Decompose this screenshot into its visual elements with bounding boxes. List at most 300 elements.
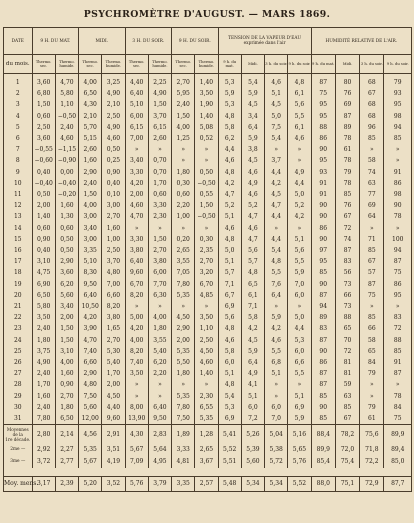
value-cell: 0,60 — [55, 223, 78, 234]
value-cell: 3,70 — [102, 256, 125, 267]
value-cell: 4,40 — [102, 402, 125, 413]
value-cell: 4,60 — [195, 357, 218, 368]
value-cell: 5,4 — [265, 133, 288, 144]
value-cell: 5,00 — [125, 312, 148, 323]
table-row — [4, 155, 412, 166]
value-cell: 9,60 — [125, 267, 148, 278]
value-cell: » — [288, 301, 311, 312]
value-cell: 7,00 — [102, 279, 125, 290]
value-cell: 78 — [335, 133, 359, 144]
value-cell: 5,0 — [288, 189, 311, 200]
value-cell: 4,6 — [265, 335, 288, 346]
value-cell: 4,9 — [241, 178, 264, 189]
value-cell: » — [360, 301, 384, 312]
moyenne-value-cell: 3,52 — [102, 477, 125, 492]
header-group-humidite: HUMIDITÉ RELATIVE DE L'AIR. — [311, 28, 411, 55]
value-cell: 0,20 — [172, 234, 195, 245]
value-cell: 80 — [335, 74, 359, 89]
value-cell: 4,00 — [55, 357, 78, 368]
value-cell: 6,0 — [241, 402, 264, 413]
value-cell: 2,40 — [172, 99, 195, 110]
table-row — [4, 256, 412, 267]
value-cell: 93 — [311, 167, 335, 178]
value-cell: » — [384, 301, 412, 312]
value-cell: 6,60 — [102, 290, 125, 301]
value-cell: 2,40 — [55, 122, 78, 133]
value-cell: 87 — [384, 368, 412, 379]
value-cell: 4,00 — [79, 74, 102, 89]
value-cell: 1,50 — [148, 99, 171, 110]
table-body — [4, 74, 412, 425]
value-cell: 9,50 — [79, 279, 102, 290]
day-cell: 23 — [4, 323, 33, 334]
value-cell: » — [195, 379, 218, 390]
value-cell: 84 — [384, 402, 412, 413]
value-cell: 4,2 — [288, 211, 311, 222]
value-cell: 7,05 — [172, 267, 195, 278]
moyenne-value-cell: 2,83 — [148, 425, 171, 445]
moyenne-value-cell: 85,4 — [311, 456, 335, 468]
value-cell: 6,40 — [125, 88, 148, 99]
value-cell: 79 — [360, 402, 384, 413]
value-cell: 6,80 — [32, 88, 55, 99]
moyenne-value-cell: 2,57 — [195, 477, 218, 492]
value-cell: 5,80 — [32, 301, 55, 312]
value-cell: 1,70 — [148, 178, 171, 189]
value-cell: 5,5 — [288, 256, 311, 267]
value-cell: 4,7 — [218, 189, 241, 200]
value-cell: 90 — [311, 346, 335, 357]
value-cell: 6,1 — [288, 88, 311, 99]
value-cell: 6,0 — [218, 357, 241, 368]
value-cell: 6,30 — [148, 290, 171, 301]
value-cell: 4,5 — [241, 99, 264, 110]
value-cell: 6,15 — [148, 122, 171, 133]
value-cell: 7,80 — [172, 402, 195, 413]
value-cell: 6,1 — [241, 290, 264, 301]
value-cell: 5,9 — [241, 88, 264, 99]
moyenne-value-cell: 5,39 — [241, 444, 264, 456]
value-cell: 4,70 — [55, 74, 78, 89]
spacer-row — [4, 468, 412, 477]
value-cell: 7,2 — [241, 413, 264, 425]
value-cell: 4,00 — [125, 335, 148, 346]
subheader: 9 h. du mat. — [218, 55, 241, 74]
value-cell: 3,25 — [102, 74, 125, 89]
subheader: 9 h. du mat. — [311, 55, 335, 74]
value-cell: 1,50 — [148, 234, 171, 245]
value-cell: 3,30 — [125, 234, 148, 245]
value-cell: 7,5 — [265, 122, 288, 133]
subheader: 9 h. du soir. — [384, 55, 412, 74]
value-cell: 74 — [360, 167, 384, 178]
value-cell: 2,10 — [102, 99, 125, 110]
moyenne-mensuelle-row — [4, 477, 412, 492]
value-cell: 67 — [335, 211, 359, 222]
day-cell: 8 — [4, 155, 33, 166]
subheader: 3 h. du soir. — [265, 55, 288, 74]
value-cell: 7,70 — [148, 279, 171, 290]
value-cell: 4,9 — [288, 167, 311, 178]
day-cell: 16 — [4, 245, 33, 256]
value-cell: 1,40 — [32, 211, 55, 222]
value-cell: 5,1 — [288, 391, 311, 402]
value-cell: 3,00 — [102, 200, 125, 211]
value-cell: 87 — [335, 111, 359, 122]
value-cell: 4,5 — [241, 155, 264, 166]
value-cell: 3,00 — [79, 234, 102, 245]
value-cell: » — [265, 379, 288, 390]
value-cell: 87 — [311, 290, 335, 301]
value-cell: » — [360, 223, 384, 234]
moyenne-value-cell: 88,0 — [311, 477, 335, 492]
value-cell: 2,70 — [148, 245, 171, 256]
header-group-3h-soir: 3 H. DU SOIR. — [125, 28, 172, 55]
value-cell: 4,8 — [265, 256, 288, 267]
value-cell: 6,0 — [265, 402, 288, 413]
moyenne-value-cell: 5,67 — [79, 456, 102, 468]
value-cell: 63 — [360, 178, 384, 189]
value-cell: 6,6 — [288, 357, 311, 368]
value-cell: 6,20 — [148, 357, 171, 368]
value-cell: 3,80 — [102, 312, 125, 323]
value-cell: 85 — [360, 312, 384, 323]
value-cell: 85 — [360, 245, 384, 256]
value-cell: 3,90 — [79, 323, 102, 334]
value-cell: 2,40 — [32, 323, 55, 334]
table-row — [4, 346, 412, 357]
value-cell: 72 — [384, 323, 412, 334]
value-cell: 7,80 — [32, 413, 55, 425]
value-cell: » — [172, 144, 195, 155]
value-cell: 5,9 — [288, 413, 311, 425]
value-cell: 85 — [335, 402, 359, 413]
value-cell: 3,00 — [79, 211, 102, 222]
value-cell: 83 — [311, 323, 335, 334]
moyenne-value-cell: 5,52 — [218, 444, 241, 456]
value-cell: 1,80 — [172, 368, 195, 379]
day-cell: 24 — [4, 335, 33, 346]
value-cell: 3,8 — [241, 144, 264, 155]
value-cell: −0,55 — [32, 144, 55, 155]
value-cell: 0,40 — [102, 178, 125, 189]
value-cell: 67 — [360, 256, 384, 267]
value-cell: » — [384, 223, 412, 234]
value-cell: 78 — [384, 391, 412, 402]
value-cell: 0,60 — [32, 223, 55, 234]
value-cell: 6,70 — [125, 279, 148, 290]
value-cell: 4,2 — [265, 178, 288, 189]
value-cell: 87 — [311, 74, 335, 89]
value-cell: 13,90 — [125, 413, 148, 425]
moyenne-value-cell: 5,35 — [79, 444, 102, 456]
moyenne-value-cell: 4,95 — [148, 456, 171, 468]
day-cell: 31 — [4, 413, 33, 425]
value-cell: 4,6 — [218, 155, 241, 166]
value-cell: 6,50 — [32, 290, 55, 301]
day-cell: 7 — [4, 144, 33, 155]
value-cell: 4,60 — [125, 200, 148, 211]
value-cell: 0,30 — [195, 234, 218, 245]
value-cell: 5,35 — [195, 413, 218, 425]
value-cell: 5,0 — [218, 245, 241, 256]
table-row — [4, 301, 412, 312]
value-cell: 7,00 — [125, 133, 148, 144]
value-cell: 0,60 — [172, 189, 195, 200]
value-cell: » — [148, 301, 171, 312]
value-cell: 1,90 — [195, 99, 218, 110]
value-cell: 91 — [384, 167, 412, 178]
value-cell: 5,1 — [288, 234, 311, 245]
moyenne-value-cell: 2,27 — [55, 444, 78, 456]
value-cell: 87 — [384, 256, 412, 267]
moyenne-value-cell: 5,34 — [241, 477, 264, 492]
value-cell: 5,30 — [102, 346, 125, 357]
value-cell: 85 — [360, 133, 384, 144]
value-cell: 2,00 — [55, 312, 78, 323]
table-row — [4, 133, 412, 144]
value-cell: 84 — [360, 357, 384, 368]
table-row — [4, 267, 412, 278]
value-cell: 98 — [384, 189, 412, 200]
value-cell: −0,60 — [32, 155, 55, 166]
value-cell: 66 — [360, 323, 384, 334]
moyenne-value-cell: 72,9 — [360, 477, 384, 492]
value-cell: 96 — [360, 122, 384, 133]
value-cell: 4,4 — [288, 178, 311, 189]
value-cell: 95 — [311, 256, 335, 267]
day-cell: 1 — [4, 74, 33, 89]
value-cell: 1,10 — [195, 323, 218, 334]
value-cell: 100 — [384, 234, 412, 245]
subheader: Thermo. humide. — [102, 55, 125, 74]
value-cell: 6,9 — [218, 301, 241, 312]
value-cell: 2,30 — [148, 211, 171, 222]
value-cell: 1,00 — [102, 234, 125, 245]
value-cell: 2,90 — [79, 167, 102, 178]
subheader: Thermo. sec. — [79, 55, 102, 74]
value-cell: 7,50 — [79, 391, 102, 402]
value-cell: 95 — [311, 99, 335, 110]
value-cell: 1,30 — [55, 211, 78, 222]
value-cell: 6,40 — [125, 256, 148, 267]
moyenne-value-cell: 71,8 — [360, 444, 384, 456]
value-cell: 5,70 — [79, 122, 102, 133]
table-row — [4, 144, 412, 155]
value-cell: » — [125, 144, 148, 155]
value-cell: 6,20 — [55, 279, 78, 290]
value-cell: 2,40 — [32, 368, 55, 379]
value-cell: 5,5 — [288, 368, 311, 379]
value-cell: −0,40 — [55, 178, 78, 189]
value-cell: 79 — [384, 74, 412, 89]
table-row — [4, 88, 412, 99]
value-cell: 4,70 — [125, 211, 148, 222]
value-cell: » — [148, 379, 171, 390]
value-cell: 2,35 — [195, 245, 218, 256]
header-date: DATE — [4, 28, 33, 55]
value-cell: −0,90 — [55, 155, 78, 166]
value-cell: 3,10 — [55, 346, 78, 357]
moyenne-label-d2: 2me — — [4, 444, 33, 456]
table-row — [4, 379, 412, 390]
value-cell: 4,8 — [218, 111, 241, 122]
value-cell: 4,00 — [172, 122, 195, 133]
value-cell: 5,6 — [218, 312, 241, 323]
value-cell: 2,00 — [102, 379, 125, 390]
value-cell: 4,80 — [79, 379, 102, 390]
header-row-sub — [4, 55, 412, 74]
value-cell: 7,40 — [125, 357, 148, 368]
value-cell: 2,90 — [55, 256, 78, 267]
value-cell: 3,40 — [125, 155, 148, 166]
table-row — [4, 290, 412, 301]
value-cell: 1,50 — [55, 335, 78, 346]
value-cell: 4,6 — [288, 133, 311, 144]
value-cell: 1,60 — [102, 223, 125, 234]
moyenne-value-cell: 2,14 — [55, 425, 78, 445]
value-cell: 0,00 — [55, 167, 78, 178]
moyenne-value-cell: 1,89 — [172, 425, 195, 445]
value-cell: 4,90 — [102, 88, 125, 99]
subheader: 9 h. du soir. — [288, 55, 311, 74]
value-cell: 1,70 — [32, 379, 55, 390]
value-cell: 72 — [335, 223, 359, 234]
psychrometer-table — [3, 27, 412, 492]
value-cell: 79 — [335, 167, 359, 178]
value-cell: 10,50 — [79, 301, 102, 312]
value-cell: 3,50 — [195, 88, 218, 99]
value-cell: 61 — [360, 413, 384, 425]
day-cell: 22 — [4, 312, 33, 323]
value-cell: 83 — [384, 312, 412, 323]
moyenne-label-line2: de la — [12, 432, 23, 438]
value-cell: 4,4 — [265, 234, 288, 245]
subheader: Thermo. sec. — [172, 55, 195, 74]
value-cell: 1,50 — [55, 323, 78, 334]
value-cell: 2,70 — [102, 335, 125, 346]
value-cell: 94 — [384, 122, 412, 133]
subheader: Thermo. humide. — [55, 55, 78, 74]
value-cell: 4,90 — [102, 122, 125, 133]
value-cell: 3,60 — [55, 267, 78, 278]
value-cell: 5,6 — [288, 99, 311, 110]
value-cell: 95 — [311, 155, 335, 166]
value-cell: 2,00 — [172, 335, 195, 346]
value-cell: 7,80 — [172, 279, 195, 290]
value-cell: 90 — [384, 200, 412, 211]
value-cell: 5,7 — [241, 256, 264, 267]
value-cell: 5,15 — [79, 133, 102, 144]
value-cell: 4,30 — [79, 99, 102, 110]
moyenne-label-d3: 3me — — [4, 456, 33, 468]
value-cell: 7,6 — [265, 279, 288, 290]
moyenne-value-cell: 5,76 — [125, 477, 148, 492]
value-cell: 6,00 — [148, 267, 171, 278]
value-cell: 4,7 — [241, 211, 264, 222]
value-cell: 85 — [311, 267, 335, 278]
moyenne-value-cell: 5,16 — [288, 425, 311, 445]
value-cell: 2,50 — [102, 245, 125, 256]
value-cell: 5,1 — [218, 368, 241, 379]
moyenne-value-cell: 5,38 — [265, 444, 288, 456]
value-cell: 3,70 — [148, 111, 171, 122]
value-cell: 0,90 — [32, 234, 55, 245]
value-cell: 1,00 — [172, 211, 195, 222]
value-cell: 4,20 — [125, 323, 148, 334]
header-group-tension: TENSION DE LA VAPEUR D'EAU exprimée dans l'air — [218, 28, 311, 55]
value-cell: 75 — [360, 290, 384, 301]
value-cell: 58 — [360, 335, 384, 346]
value-cell: 1,80 — [55, 402, 78, 413]
value-cell: » — [384, 155, 412, 166]
value-cell: 59 — [335, 379, 359, 390]
value-cell: 2,70 — [172, 74, 195, 89]
value-cell: 65 — [335, 323, 359, 334]
value-cell: 88 — [384, 335, 412, 346]
value-cell: 6,2 — [218, 133, 241, 144]
value-cell: 4,75 — [32, 267, 55, 278]
value-cell: 6,90 — [32, 279, 55, 290]
value-cell: 81 — [335, 368, 359, 379]
value-cell: 4,4 — [218, 144, 241, 155]
value-cell: 5,5 — [265, 346, 288, 357]
value-cell: 7,1 — [218, 279, 241, 290]
table-row — [4, 245, 412, 256]
table-row — [4, 111, 412, 122]
value-cell: 4,80 — [102, 267, 125, 278]
value-cell: 4,8 — [241, 267, 264, 278]
value-cell: 97 — [311, 245, 335, 256]
value-cell: −1,15 — [55, 144, 78, 155]
value-cell: 4,85 — [195, 290, 218, 301]
day-cell: 29 — [4, 391, 33, 402]
value-cell: 4,50 — [102, 391, 125, 402]
value-cell: 1,60 — [55, 200, 78, 211]
value-cell: » — [172, 155, 195, 166]
value-cell: 2,70 — [102, 211, 125, 222]
value-cell: 1,50 — [79, 189, 102, 200]
value-cell: 8,20 — [125, 290, 148, 301]
value-cell: 89 — [335, 122, 359, 133]
value-cell: » — [125, 223, 148, 234]
value-cell: 86 — [311, 357, 335, 368]
moyenne-row-decade-3 — [4, 456, 412, 468]
moyenne-value-cell: 5,72 — [265, 456, 288, 468]
value-cell: 7,0 — [288, 279, 311, 290]
value-cell: 1,80 — [172, 167, 195, 178]
value-cell: 78 — [384, 211, 412, 222]
value-cell: » — [265, 301, 288, 312]
value-cell: 5,95 — [172, 88, 195, 99]
subheader: 3 h. du soir. — [360, 55, 384, 74]
value-cell: 4,60 — [102, 133, 125, 144]
value-cell: 2,25 — [148, 74, 171, 89]
value-cell: 87 — [311, 368, 335, 379]
value-cell: 2,30 — [195, 391, 218, 402]
value-cell: 1,40 — [195, 74, 218, 89]
value-cell: 5,3 — [218, 74, 241, 89]
value-cell: 2,20 — [148, 368, 171, 379]
value-cell: 90 — [311, 211, 335, 222]
value-cell: 0,90 — [102, 167, 125, 178]
moyenne-value-cell: 3,67 — [195, 456, 218, 468]
moyenne-value-cell: 5,41 — [218, 425, 241, 445]
value-cell: 4,5 — [241, 335, 264, 346]
value-cell: 86 — [311, 133, 335, 144]
moyenne-value-cell: 2,77 — [55, 456, 78, 468]
value-cell: 3,55 — [172, 256, 195, 267]
